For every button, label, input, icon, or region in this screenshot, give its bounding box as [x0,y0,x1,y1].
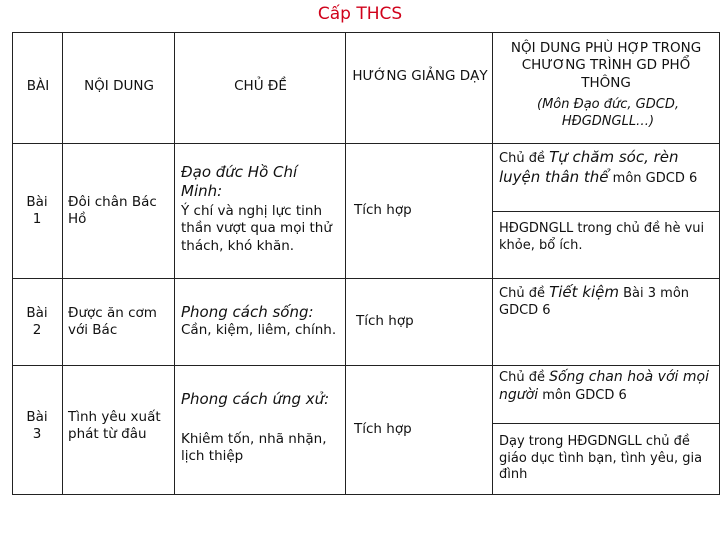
row-1-phu-hop-2: HĐGDNGLL trong chủ đề hè vui khỏe, bổ ích. [499,221,705,253]
header-noi-dung: NỘI DUNG [84,78,154,94]
header-noi-dung-phu-hop: NỘI DUNG PHÙ HỢP TRONG CHƯƠNG TRÌNH GD PHỔ THÔNG [510,40,702,91]
table-border-left [12,32,13,495]
row-1-chu-de-body: Ý chí và nghị lực tinh thần vượt qua mọi thử thách, khó khăn. [181,203,332,254]
column-divider [345,32,346,495]
column-divider [174,32,175,495]
subrow-divider [492,423,720,424]
column-divider [62,32,63,495]
row-2-chu-de-title: Phong cách sống: [181,303,314,321]
subrow-divider [492,211,720,212]
table-border-bottom [12,494,720,495]
row-2-phu-hop: Chủ đề Tiết kiệm Bài 3 môn GDCD 6 [499,283,690,318]
row-3-chu-de-title: Phong cách ứng xử: [181,390,330,408]
row-1-phu-hop-1: Chủ đề Tự chăm sóc, rèn luyện thân thể môn GDCD 6 [499,148,698,186]
row-1-huong: Tích hợp [354,202,412,218]
header-bai: BÀI [26,78,50,94]
table-border-top [12,32,720,33]
row-3-chu-de-body: Khiêm tốn, nhã nhặn, lịch thiệp [181,431,327,465]
row-1-noi-dung: Đôi chân Bác Hồ [68,194,157,228]
row-divider [12,365,720,366]
row-3-huong: Tích hợp [354,421,412,437]
row-divider [12,278,720,279]
row-2-chu-de-body: Cần, kiệm, liêm, chính. [181,322,337,338]
row-3-bai: Bài 3 [26,409,48,443]
header-huong-giang-day: HƯỚNG GIẢNG DẠY [352,68,488,84]
column-divider [492,32,493,495]
row-1-chu-de-title: Đạo đức Hồ Chí Minh: [181,163,298,201]
row-1-bai: Bài 1 [26,194,48,228]
page-title: Cấp THCS [317,4,403,24]
row-2-bai: Bài 2 [26,305,48,339]
row-3-noi-dung: Tình yêu xuất phát từ đâu [68,409,161,443]
row-2-noi-dung: Được ăn cơm với Bác [68,305,157,339]
header-phu-hop-note: (Môn Đạo đức, GDCD, HĐGDNGLL…) [537,97,679,129]
row-2-huong: Tích hợp [356,313,414,329]
row-3-phu-hop-2: Dạy trong HĐGDNGLL chủ đề giáo dục tình bạn, tình yêu, gia đình [499,434,703,483]
row-3-phu-hop-1: Chủ đề Sống chan hoà với mọi người môn GDCD 6 [499,369,709,403]
header-chu-de: CHỦ ĐỀ [234,78,287,94]
row-divider [12,143,720,144]
